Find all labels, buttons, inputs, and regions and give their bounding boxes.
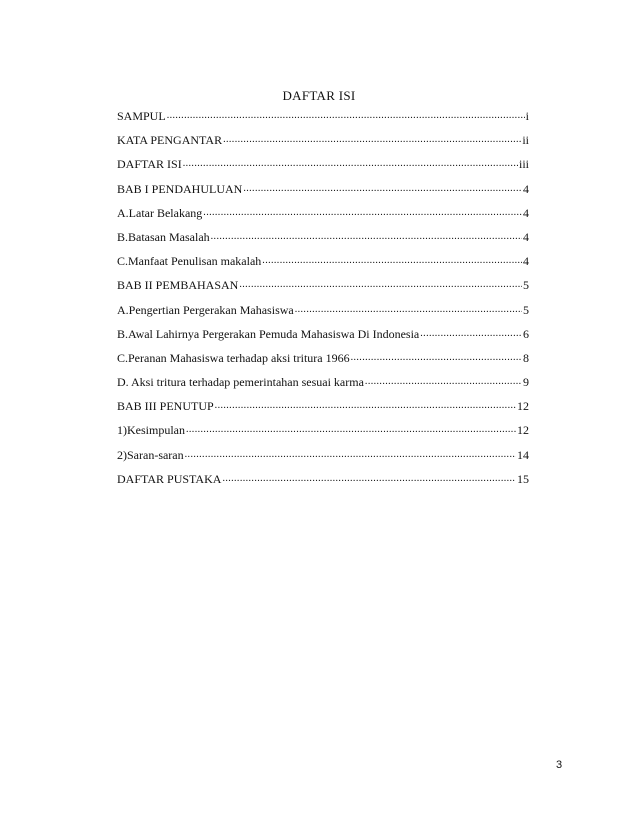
toc-entry-page: 9 bbox=[523, 375, 529, 390]
toc-entry-label: BAB II PEMBAHASAN bbox=[117, 278, 239, 293]
toc-leader-dots bbox=[420, 325, 522, 340]
toc-entry bbox=[117, 182, 529, 206]
toc-leader-dots bbox=[351, 349, 522, 364]
toc-entry bbox=[117, 109, 529, 133]
toc-entry-label: DAFTAR PUSTAKA bbox=[117, 471, 222, 486]
toc-leader-dots bbox=[222, 470, 516, 485]
toc-leader-dots bbox=[211, 228, 522, 243]
toc-entry-label: C.Manfaat Penulisan makalah bbox=[117, 254, 262, 269]
toc-entry bbox=[117, 472, 529, 496]
toc-entry-label: BAB I PENDAHULUAN bbox=[117, 181, 243, 196]
toc-entry-label: 1)Kesimpulan bbox=[117, 423, 185, 438]
toc-entry-page: iii bbox=[518, 157, 529, 172]
table-of-contents bbox=[117, 109, 529, 496]
toc-entry bbox=[117, 157, 529, 181]
toc-entry-page: 4 bbox=[523, 254, 529, 269]
toc-entry-label: DAFTAR ISI bbox=[117, 157, 182, 172]
toc-entry bbox=[117, 351, 529, 375]
toc-leader-dots bbox=[295, 301, 522, 316]
toc-entry bbox=[117, 423, 529, 447]
toc-entry bbox=[117, 254, 529, 278]
toc-entry-page: ii bbox=[522, 133, 529, 148]
toc-entry bbox=[117, 230, 529, 254]
toc-entry-label: B.Awal Lahirnya Pergerakan Pemuda Mahasiswa Di Indonesia bbox=[117, 326, 420, 341]
toc-entry-page: 4 bbox=[523, 229, 529, 244]
toc-entry-page: i bbox=[525, 109, 529, 123]
toc-entry bbox=[117, 399, 529, 423]
toc-entry-label: SAMPUL bbox=[117, 109, 166, 123]
toc-leader-dots bbox=[262, 252, 522, 267]
toc-entry bbox=[117, 206, 529, 230]
toc-entry bbox=[117, 133, 529, 157]
toc-entry-label: A.Latar Belakang bbox=[117, 205, 203, 220]
toc-entry-page: 15 bbox=[517, 471, 529, 486]
toc-entry-label: 2)Saran-saran bbox=[117, 447, 184, 462]
toc-entry-page: 12 bbox=[517, 423, 529, 438]
toc-entry-label: C.Peranan Mahasiswa terhadap aksi tritura 1966 bbox=[117, 350, 350, 365]
toc-entry-page: 14 bbox=[517, 447, 529, 462]
toc-leader-dots bbox=[215, 397, 516, 412]
toc-entry bbox=[117, 448, 529, 472]
toc-leader-dots bbox=[185, 446, 516, 461]
toc-entry bbox=[117, 278, 529, 302]
toc-entry-label: BAB III PENUTUP bbox=[117, 399, 214, 414]
toc-entry-page: 5 bbox=[523, 302, 529, 317]
toc-entry bbox=[117, 375, 529, 399]
toc-entry-page: 4 bbox=[523, 181, 529, 196]
toc-entry-page: 4 bbox=[523, 205, 529, 220]
page-number: 3 bbox=[556, 759, 563, 771]
page-title: DAFTAR ISI bbox=[282, 88, 356, 103]
toc-entry-label: KATA PENGANTAR bbox=[117, 133, 223, 148]
toc-leader-dots bbox=[239, 276, 522, 291]
toc-entry bbox=[117, 303, 529, 327]
toc-entry-label: D. Aksi tritura terhadap pemerintahan sesuai karma bbox=[117, 375, 364, 390]
toc-leader-dots bbox=[365, 373, 522, 388]
toc-leader-dots bbox=[183, 155, 518, 170]
toc-entry-page: 6 bbox=[523, 326, 529, 341]
toc-entry bbox=[117, 327, 529, 351]
toc-entry-label: A.Pengertian Pergerakan Mahasiswa bbox=[117, 302, 294, 317]
toc-leader-dots bbox=[223, 131, 521, 146]
toc-entry-label: B.Batasan Masalah bbox=[117, 229, 210, 244]
toc-leader-dots bbox=[243, 180, 522, 195]
toc-leader-dots bbox=[186, 421, 516, 436]
toc-leader-dots bbox=[203, 204, 522, 219]
toc-entry-page: 12 bbox=[517, 399, 529, 414]
toc-entry-page: 5 bbox=[523, 278, 529, 293]
toc-leader-dots bbox=[167, 107, 525, 122]
toc-entry-page: 8 bbox=[523, 350, 529, 365]
